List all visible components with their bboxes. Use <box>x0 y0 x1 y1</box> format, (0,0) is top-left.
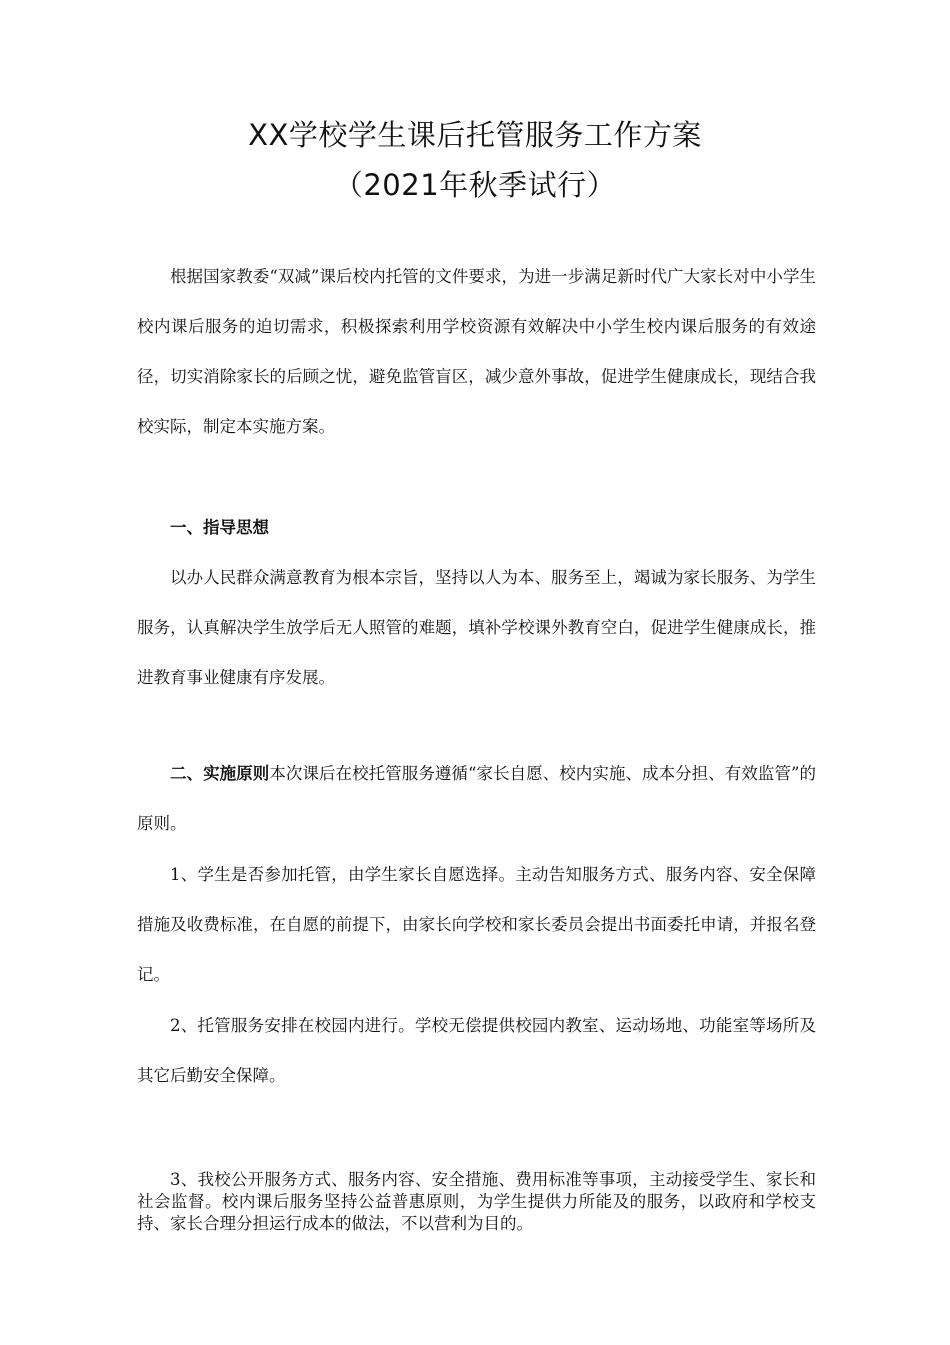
section2-lead: 本次课后在校托管服务遵循“家长自愿、校内实施、成本分担、有效监管”的原则。 <box>137 764 816 833</box>
section2-paragraph <box>137 749 816 849</box>
intro-paragraph: 根据国家教委“双减”课后校内托管的文件要求，为进一步满足新时代广大家长对中小学生校内课后服务的迫切需求，积极探索利用学校资源有效解决中小学生校内课后服务的有效途径，切实消除家长的后顾之忧，避免监管盲区，减少意外事故，促进学生健康成长，现结合我校实际，制定本实施方案。 <box>137 267 816 436</box>
document-title: XX学校学生课后托管服务工作方案 <box>248 118 702 152</box>
section2-item3: 3、我校公开服务方式、服务内容、安全措施、费用标准等事项，主动接受学生、家长和社会监督。校内课后服务坚持公益普惠原则，为学生提供力所能及的服务，以政府和学校支持、家长合理分担运行成本的做法，不以营利为目的。 <box>137 1170 816 1233</box>
section2-item1: 1、学生是否参加托管，由学生家长自愿选择。主动告知服务方式、服务内容、安全保障措施及收费标准，在自愿的前提下，由家长向学校和家长委员会提出书面委托申请，并报名登记。 <box>137 865 816 984</box>
section2-heading: 二、实施原则 <box>170 764 270 783</box>
section2-item2: 2、托管服务安排在校园内进行。学校无偿提供校园内教室、运动场地、功能室等场所及其它后勤安全保障。 <box>137 1016 816 1085</box>
document-subtitle: （2021年秋季试行） <box>333 168 617 202</box>
section1-heading: 一、指导思想 <box>170 518 269 537</box>
section1-body: 以办人民群众满意教育为根本宗旨，坚持以人为本、服务至上，竭诚为家长服务、为学生服务，认真解决学生放学后无人照管的难题，填补学校课外教育空白，促进学生健康成长，推进教育事业健康有序发展。 <box>137 568 816 687</box>
